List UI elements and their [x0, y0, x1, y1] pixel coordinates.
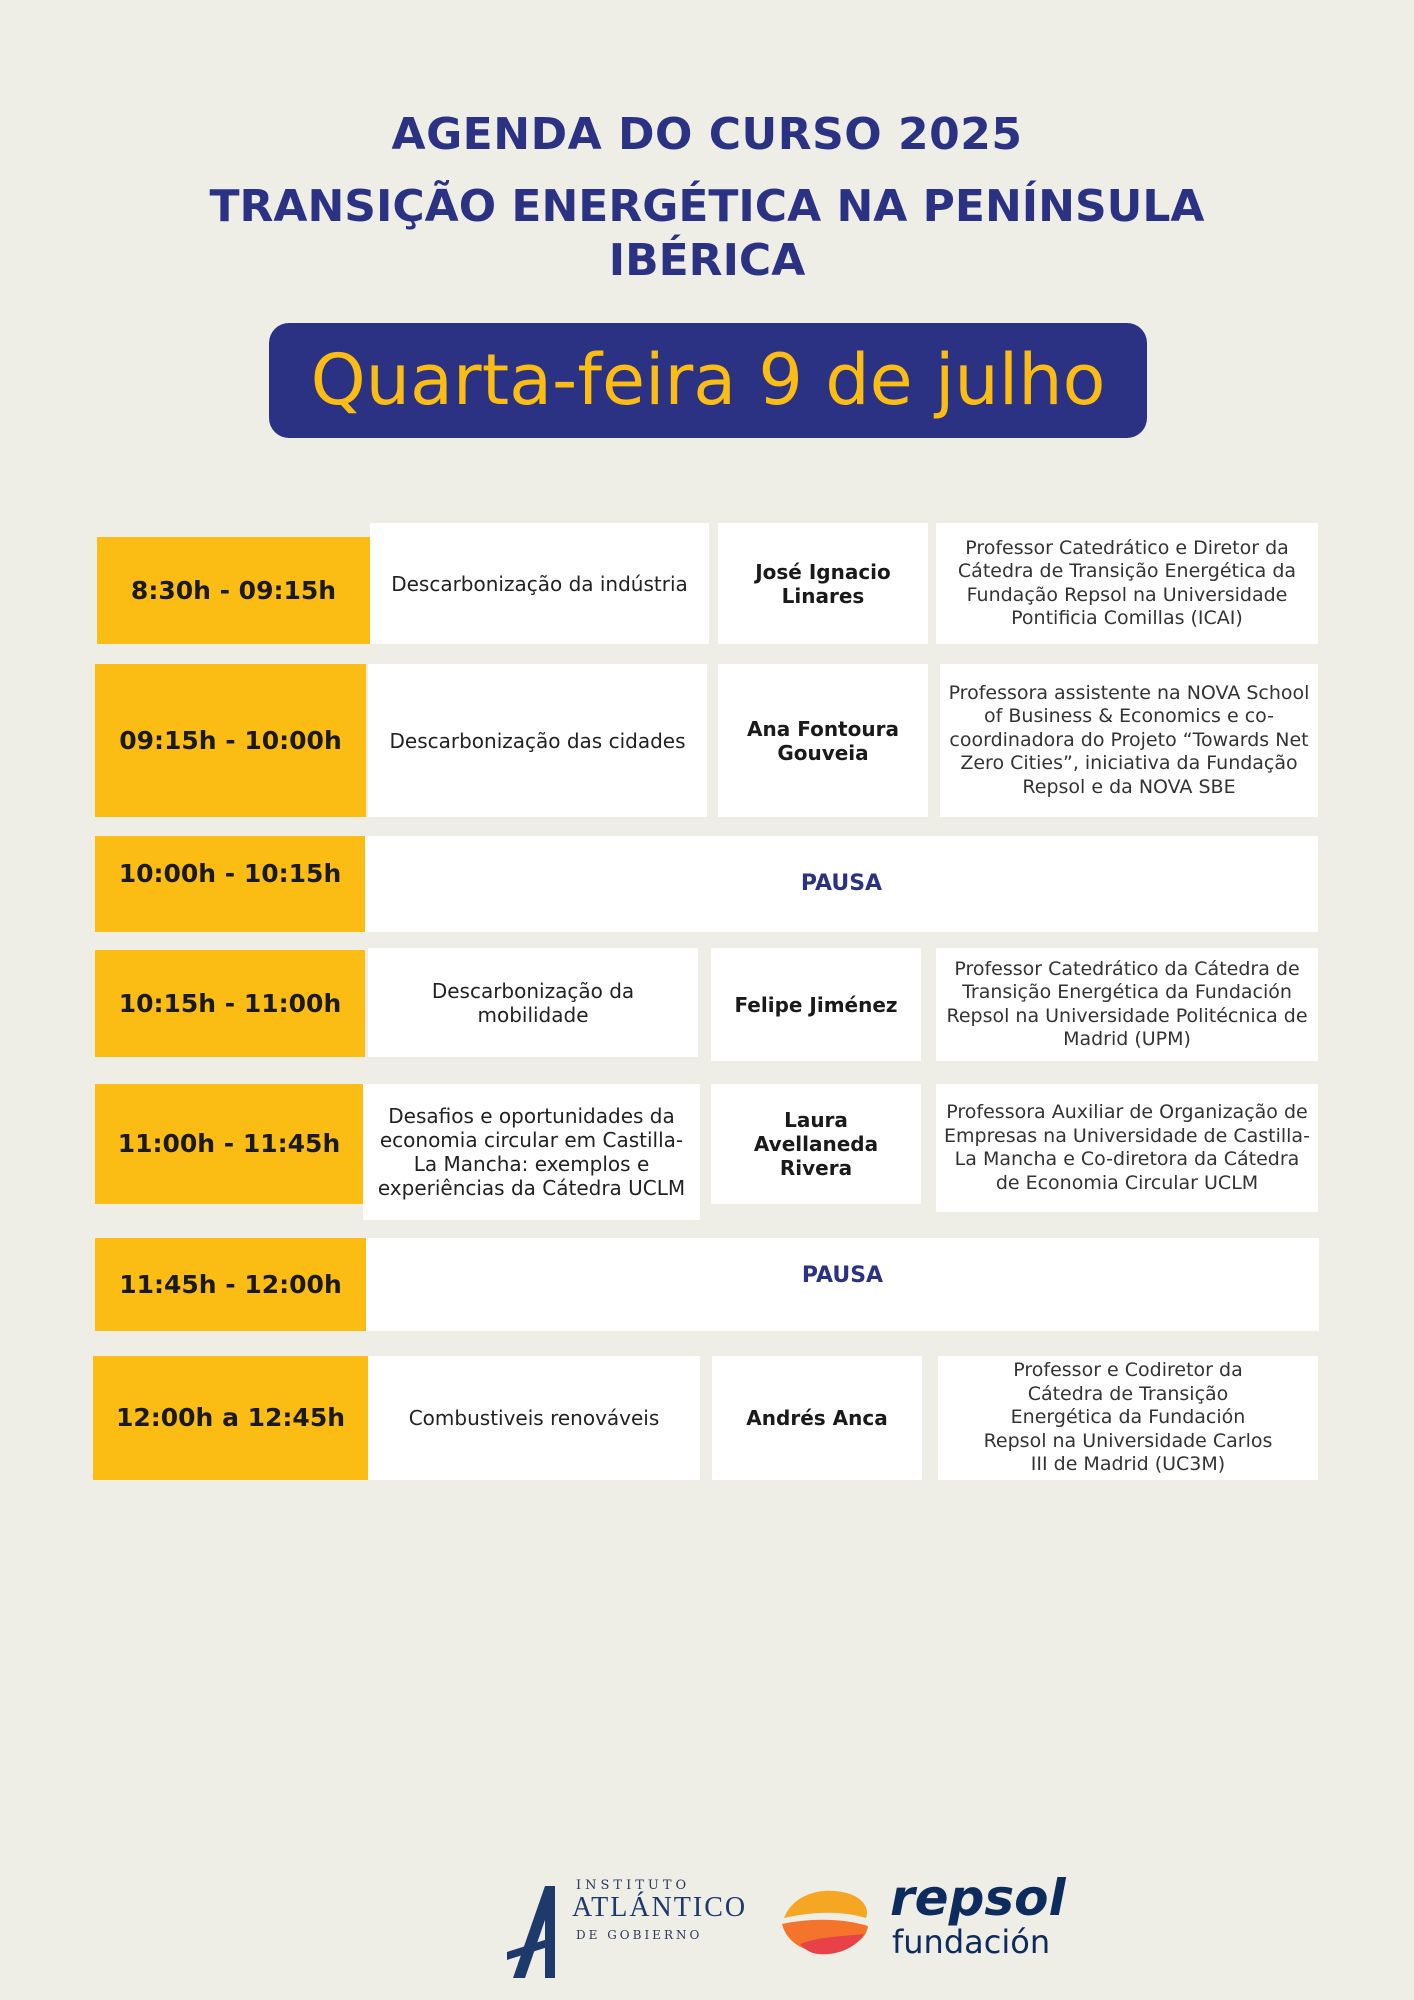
- session-speaker: José Ignacio Linares: [718, 523, 928, 644]
- session-speaker: Ana Fontoura Gouveia: [718, 664, 928, 817]
- footer-logos: [0, 1870, 1414, 1980]
- session-time: 10:15h - 11:00h: [95, 950, 365, 1057]
- pause-label: PAUSA: [365, 836, 1318, 932]
- repsol-wordmark: repsol: [890, 1869, 1066, 1927]
- pause-label: PAUSA: [366, 1238, 1319, 1331]
- pause-time: 10:00h - 10:15h: [95, 836, 365, 932]
- date-banner: Quarta-feira 9 de julho: [269, 323, 1147, 438]
- fundacion-label: fundación: [892, 1923, 1051, 1961]
- session-topic: Descarbonização da mobilidade: [368, 948, 698, 1057]
- course-title: TRANSIÇÃO ENERGÉTICA NA PENÍNSULA IBÉRICA: [209, 181, 1205, 286]
- pause-time: 11:45h - 12:00h: [95, 1238, 366, 1331]
- session-topic: Descarbonização da indústria: [370, 523, 709, 644]
- session-time: 11:00h - 11:45h: [95, 1084, 363, 1204]
- session-speaker: Laura Avellaneda Rivera: [711, 1084, 921, 1204]
- session-description: Professora Auxiliar de Organização de Empresas na Universidade de Castilla-La Mancha e Co-diretora da Cátedra de Economia Circular UCLM: [936, 1084, 1318, 1212]
- atlantico-label: ATLÁNTICO: [572, 1892, 748, 1923]
- repsol-flame-logo-mark: [780, 1878, 872, 1958]
- session-topic: Combustiveis renováveis: [368, 1356, 700, 1480]
- instituto-atlantico-logo-mark: [505, 1880, 575, 1980]
- session-topic: Desafios e oportunidades da economia circular em Castilla-La Mancha: exemplos e experiências da Cátedra UCLM: [363, 1084, 700, 1220]
- session-description: Professora assistente na NOVA School of Business & Economics e co-coordinadora do Projeto “Towards Net Zero Cities”, iniciativa da Fundação Repsol e da NOVA SBE: [940, 664, 1318, 817]
- instituto-label: INSTITUTO: [576, 1878, 691, 1893]
- header: [0, 108, 1414, 288]
- session-time: 12:00h a 12:45h: [93, 1356, 368, 1480]
- session-topic: Descarbonização das cidades: [368, 664, 707, 817]
- session-description: Professor Catedrático da Cátedra de Transição Energética da Fundación Repsol na Universidade Politécnica de Madrid (UPM): [936, 948, 1318, 1061]
- session-description: Professor Catedrático e Diretor da Cátedra de Transição Energética da Fundação Repsol na Universidade Pontificia Comillas (ICAI): [936, 523, 1318, 644]
- session-time: 8:30h - 09:15h: [97, 537, 370, 644]
- session-speaker: Andrés Anca: [712, 1356, 922, 1480]
- session-time: 09:15h - 10:00h: [95, 664, 366, 817]
- session-description: Professor e Codiretor da Cátedra de Transição Energética da Fundación Repsol na Universidade Carlos III de Madrid (UC3M): [938, 1356, 1318, 1480]
- session-speaker: Felipe Jiménez: [711, 948, 921, 1061]
- agenda-title: AGENDA DO CURSO 2025: [391, 109, 1023, 160]
- de-gobierno-label: DE GOBIERNO: [576, 1928, 703, 1942]
